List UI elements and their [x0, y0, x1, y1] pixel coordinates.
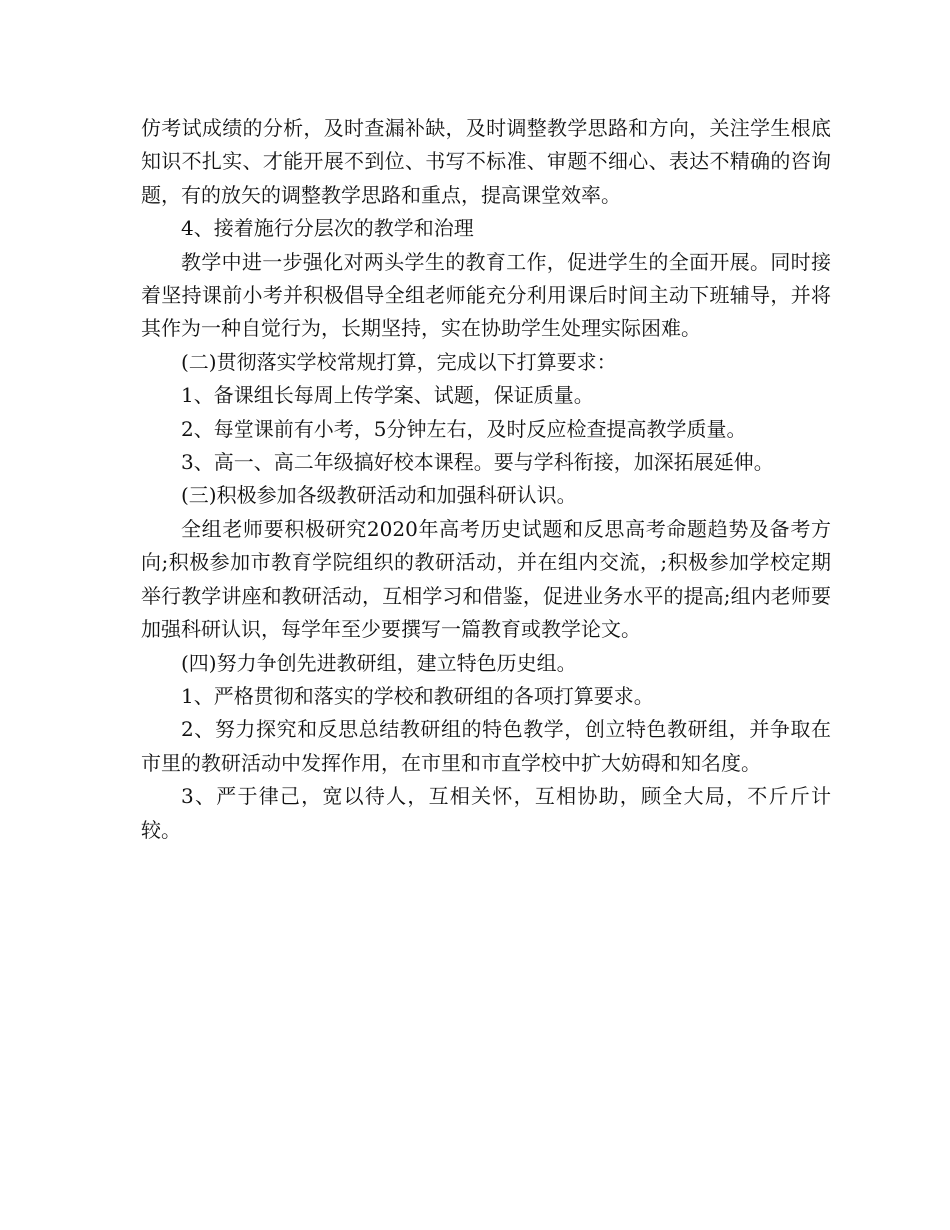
list-item-2: 2、努力探究和反思总结教研组的特色教学，创立特色教研组，并争取在市里的教研活动中发挥作用，在市里和市直学校中扩大妨碍和知名度。	[141, 717, 831, 775]
list-item-3: 3、高一、高二年级搞好校本课程。要与学科衔接，加深拓展延伸。	[181, 450, 774, 475]
list-item-1: 1、严格贯彻和落实的学校和教研组的各项打算要求。	[181, 683, 654, 708]
list-item-1: 1、备课组长每周上传学案、试题，保证质量。	[181, 383, 594, 408]
section-heading-4: (四)努力争创先进教研组，建立特色历史组。	[181, 650, 577, 675]
document-page	[141, 112, 831, 847]
section-heading-3: (三)积极参加各级教研活动和加强科研认识。	[181, 483, 577, 508]
paragraph-continuation: 仿考试成绩的分析，及时查漏补缺，及时调整教学思路和方向，关注学生根底知识不扎实、才能开展不到位、书写不标准、审题不细心、表达不精确的咨询题，有的放矢的调整教学思路和重点，提高课堂效率。	[141, 116, 831, 207]
paragraph-body: 教学中进一步强化对两头学生的教育工作，促进学生的全面开展。同时接着坚持课前小考并积极倡导全组老师能充分利用课后时间主动下班辅导，并将其作为一种自觉行为，长期坚持，实在协助学生处理实际困难。	[141, 249, 831, 341]
paragraph-body: 全组老师要积极研究2020年高考历史试题和反思高考命题趋势及备考方向;积极参加市教育学院组织的教研活动，并在组内交流，;积极参加学校定期举行教学讲座和教研活动，互相学习和借鉴，促进业务水平的提高;组内老师要加强科研认识，每学年至少要撰写一篇教育或教学论文。	[141, 516, 831, 642]
section-heading-2: (二)贯彻落实学校常规打算，完成以下打算要求：	[181, 349, 617, 374]
paragraph-heading-4: 4、接着施行分层次的教学和治理	[181, 216, 474, 241]
list-item-2: 2、每堂课前有小考，5分钟左右，及时反应检查提高教学质量。	[181, 416, 747, 441]
list-item-3: 3、严于律己，宽以待人，互相关怀，互相协助，顾全大局，不斤斤计较。	[141, 784, 831, 842]
